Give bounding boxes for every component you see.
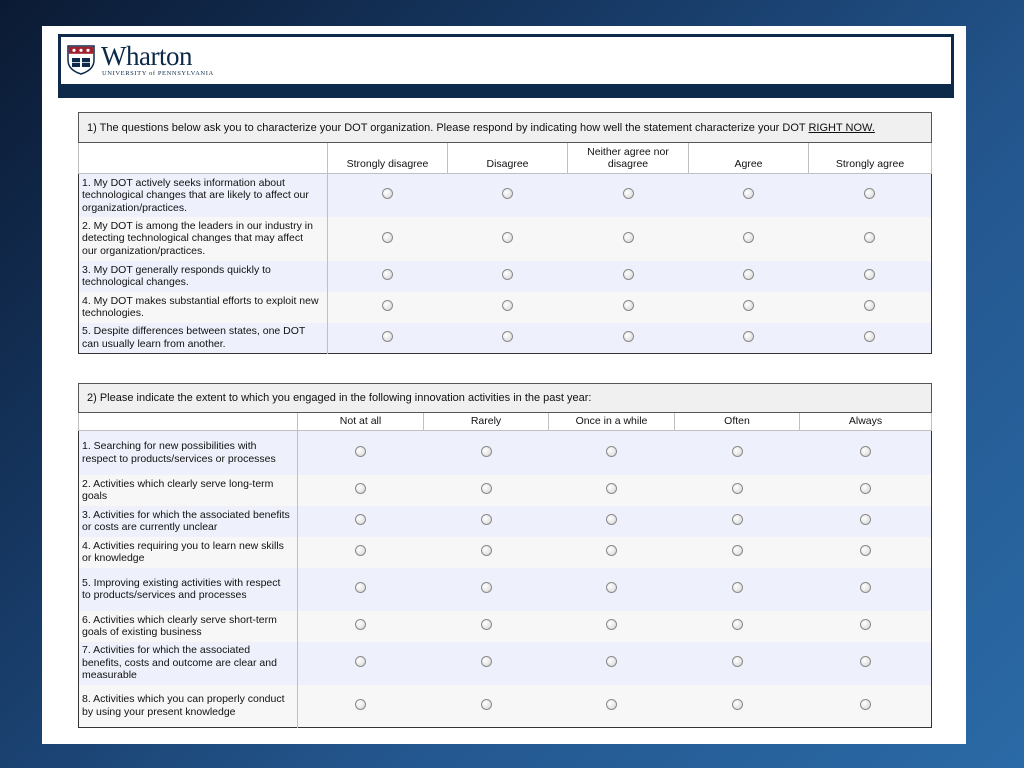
q2-column-header: Once in a while [549,413,675,431]
option-cell [675,685,800,728]
statement-text: 2. Activities which clearly serve long-term goals [79,475,298,506]
statement-text: 1. My DOT actively seeks information about technological changes that are likely to affect our organization/practices. [79,174,328,217]
radio-button[interactable] [355,483,366,494]
option-cell [809,217,932,261]
option-cell [549,537,675,568]
radio-button[interactable] [743,331,754,342]
question-1-table [78,112,932,354]
option-cell [328,261,448,292]
option-cell [424,475,549,506]
radio-button[interactable] [864,269,875,280]
statement-row [79,475,932,506]
option-cell [424,568,549,611]
option-cell [298,537,424,568]
q1-column-header: Neither agree nor disagree [568,143,689,174]
statement-row [79,323,932,354]
statement-text: 4. Activities requiring you to learn new skills or knowledge [79,537,298,568]
radio-button[interactable] [864,300,875,311]
radio-button[interactable] [355,619,366,630]
option-cell [549,685,675,728]
radio-button[interactable] [623,331,634,342]
option-cell [328,174,448,217]
option-cell [675,506,800,537]
radio-button[interactable] [743,269,754,280]
radio-button[interactable] [606,582,617,593]
radio-button[interactable] [502,300,513,311]
option-cell [328,323,448,354]
option-cell [675,611,800,642]
radio-button[interactable] [732,656,743,667]
option-cell [298,685,424,728]
logo-subtitle: UNIVERSITY of PENNSYLVANIA [102,70,214,77]
shield-icon [67,45,95,75]
statement-row [79,685,932,728]
radio-button[interactable] [743,188,754,199]
option-cell [675,431,800,475]
radio-button[interactable] [864,232,875,243]
radio-button[interactable] [623,300,634,311]
radio-button[interactable] [481,619,492,630]
option-cell [424,506,549,537]
option-cell [568,323,689,354]
statement-row [79,568,932,611]
option-cell [298,506,424,537]
radio-button[interactable] [606,699,617,710]
statement-text: 6. Activities which clearly serve short-term goals of existing business [79,611,298,642]
option-cell [549,642,675,685]
option-cell [675,537,800,568]
option-cell [448,323,568,354]
radio-button[interactable] [860,582,871,593]
option-cell [568,174,689,217]
option-cell [448,261,568,292]
option-cell [809,323,932,354]
option-cell [328,217,448,261]
radio-button[interactable] [860,619,871,630]
logo-wordmark: Wharton [101,41,192,71]
q2-column-header: Often [675,413,800,431]
radio-button[interactable] [606,483,617,494]
survey-frame [42,26,966,744]
radio-button[interactable] [732,619,743,630]
option-cell [689,174,809,217]
option-cell [689,292,809,323]
radio-button[interactable] [743,300,754,311]
option-cell [800,685,932,728]
question-1-title-text: 1) The questions below ask you to characterize your DOT organization. Please respond by indicating how well the statement characterize your DOT [87,121,809,134]
option-cell [675,475,800,506]
option-cell [424,611,549,642]
option-cell [689,323,809,354]
statement-row [79,642,932,685]
option-cell [675,642,800,685]
radio-button[interactable] [481,656,492,667]
option-cell [298,642,424,685]
option-cell [328,292,448,323]
radio-button[interactable] [481,582,492,593]
option-cell [809,261,932,292]
radio-button[interactable] [481,483,492,494]
option-cell [675,568,800,611]
radio-button[interactable] [502,331,513,342]
q2-column-header: Not at all [298,413,424,431]
radio-button[interactable] [481,545,492,556]
option-cell [800,506,932,537]
statement-row [79,506,932,537]
radio-button[interactable] [382,188,393,199]
question-2-corner [79,413,298,431]
radio-button[interactable] [606,619,617,630]
radio-button[interactable] [382,269,393,280]
statement-row [79,431,932,475]
q1-column-header: Agree [689,143,809,174]
option-cell [298,475,424,506]
statement-row [79,261,932,292]
radio-button[interactable] [860,483,871,494]
radio-button[interactable] [732,699,743,710]
radio-button[interactable] [355,446,366,457]
statement-row [79,611,932,642]
radio-button[interactable] [355,582,366,593]
radio-button[interactable] [481,514,492,525]
option-cell [298,611,424,642]
radio-button[interactable] [606,545,617,556]
option-cell [800,537,932,568]
radio-button[interactable] [860,446,871,457]
option-cell [424,685,549,728]
question-2-title: 2) Please indicate the extent to which you engaged in the following innovation activities in the past year: [79,384,932,413]
radio-button[interactable] [355,545,366,556]
q1-column-header: Disagree [448,143,568,174]
radio-button[interactable] [502,269,513,280]
option-cell [800,611,932,642]
radio-button[interactable] [481,699,492,710]
statement-text: 8. Activities which you can properly conduct by using your present knowledge [79,685,298,728]
question-1-title-emphasis: RIGHT NOW. [808,121,875,134]
statement-text: 4. My DOT makes substantial efforts to exploit new technologies. [79,292,328,323]
radio-button[interactable] [382,232,393,243]
option-cell [549,506,675,537]
option-cell [298,568,424,611]
statement-text: 3. Activities for which the associated benefits or costs are currently unclear [79,506,298,537]
radio-button[interactable] [732,483,743,494]
option-cell [809,292,932,323]
radio-button[interactable] [502,232,513,243]
radio-button[interactable] [732,446,743,457]
radio-button[interactable] [623,188,634,199]
header-bar [58,84,954,98]
option-cell [424,642,549,685]
statement-text: 7. Activities for which the associated benefits, costs and outcome are clear and measurable [79,642,298,685]
q2-column-header: Rarely [424,413,549,431]
radio-button[interactable] [623,232,634,243]
statement-text: 3. My DOT generally responds quickly to technological changes. [79,261,328,292]
option-cell [424,537,549,568]
option-cell [549,475,675,506]
radio-button[interactable] [732,545,743,556]
option-cell [549,431,675,475]
radio-button[interactable] [481,446,492,457]
radio-button[interactable] [355,656,366,667]
option-cell [549,611,675,642]
radio-button[interactable] [355,699,366,710]
statement-text: 1. Searching for new possibilities with respect to products/services or processes [79,431,298,475]
radio-button[interactable] [355,514,366,525]
q1-column-header: Strongly disagree [328,143,448,174]
option-cell [448,174,568,217]
q2-column-header: Always [800,413,932,431]
radio-button[interactable] [732,514,743,525]
radio-button[interactable] [382,300,393,311]
radio-button[interactable] [860,699,871,710]
option-cell [800,568,932,611]
radio-button[interactable] [382,331,393,342]
option-cell [568,217,689,261]
option-cell [800,475,932,506]
radio-button[interactable] [606,656,617,667]
option-cell [689,217,809,261]
question-1-corner [79,143,328,174]
radio-button[interactable] [743,232,754,243]
statement-row [79,174,932,217]
statement-row [79,217,932,261]
statement-row [79,537,932,568]
option-cell [549,568,675,611]
radio-button[interactable] [623,269,634,280]
radio-button[interactable] [860,545,871,556]
option-cell [298,431,424,475]
statement-text: 5. Despite differences between states, one DOT can usually learn from another. [79,323,328,354]
radio-button[interactable] [864,331,875,342]
radio-button[interactable] [502,188,513,199]
statement-text: 5. Improving existing activities with respect to products/services and processes [79,568,298,611]
option-cell [424,431,549,475]
question-2-table [78,383,932,728]
radio-button[interactable] [860,514,871,525]
q1-column-header: Strongly agree [809,143,932,174]
radio-button[interactable] [606,446,617,457]
option-cell [809,174,932,217]
option-cell [568,292,689,323]
radio-button[interactable] [606,514,617,525]
option-cell [689,261,809,292]
option-cell [800,642,932,685]
option-cell [448,292,568,323]
radio-button[interactable] [732,582,743,593]
option-cell [568,261,689,292]
option-cell [448,217,568,261]
statement-text: 2. My DOT is among the leaders in our industry in detecting technological changes that may affect our organization/practices. [79,217,328,261]
radio-button[interactable] [864,188,875,199]
radio-button[interactable] [860,656,871,667]
question-1-title [79,113,932,143]
statement-row [79,292,932,323]
option-cell [800,431,932,475]
